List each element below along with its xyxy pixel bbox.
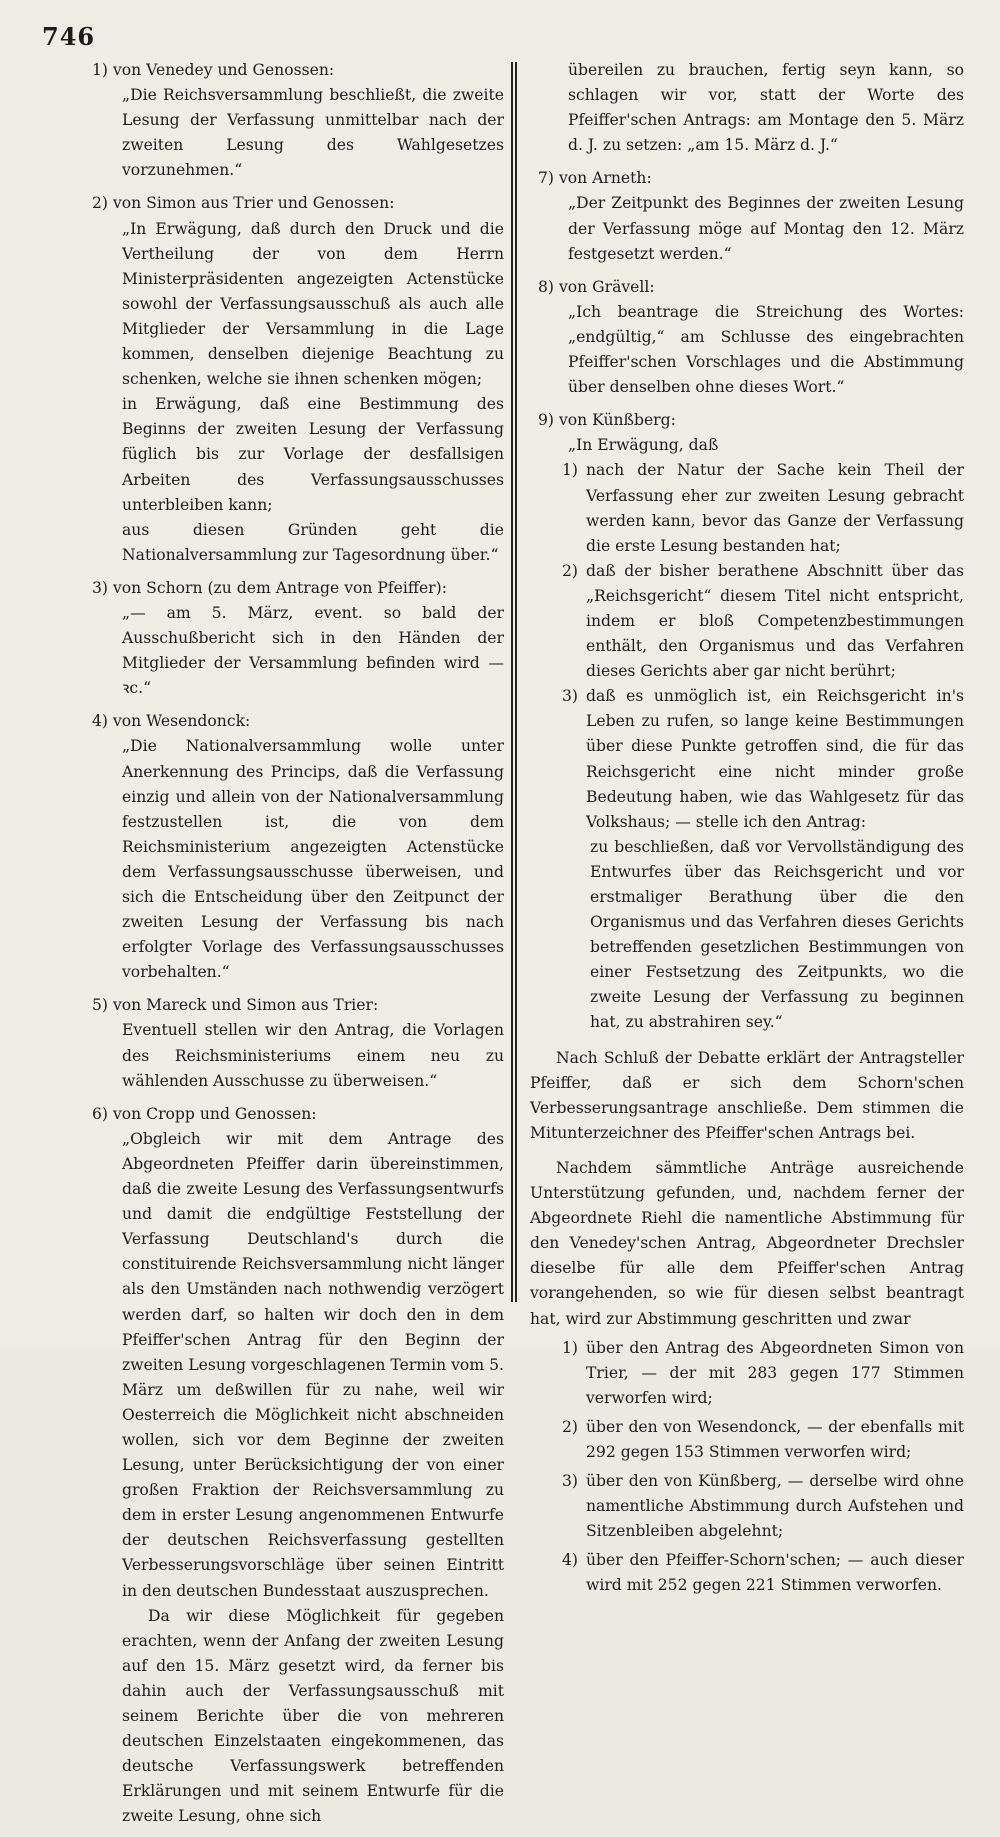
list-item [530, 684, 964, 835]
list-item [530, 458, 964, 558]
motion-heading: 7) von Arneth: [538, 169, 652, 188]
motion-4 [84, 709, 504, 985]
vote-item [530, 1336, 964, 1411]
list-text: über den von Wesendonck, — der ebenfalls mit 292 gegen 153 Stimmen verworfen wird; [586, 1417, 964, 1461]
vote-item [530, 1469, 964, 1544]
motion-heading: 6) von Cropp und Genossen: [92, 1104, 317, 1123]
motion-6 [84, 1102, 504, 1830]
motion-8 [530, 275, 964, 400]
column-divider [511, 62, 513, 1302]
list-text: nach der Natur der Sache kein Theil der Verfassung eher zur zweiten Lesung gebracht werden kann, bevor das Ganze der Verfassung die erste Lesung bestanden hat; [586, 461, 964, 555]
list-item [530, 559, 964, 684]
motion-6-continuation: übereilen zu brauchen, fertig seyn kann, so schlagen wir vor, statt der Worte des Pfeiffer'schen Antrags: am Montage den 5. März d. J. zu setzen: „am 15. März d. J.“ [568, 61, 964, 155]
right-column [530, 58, 964, 1599]
list-number: 4) [561, 1551, 578, 1570]
list-text: über den Antrag des Abgeordneten Simon von Trier, — der mit 283 gegen 177 Stimmen verworfen wird; [586, 1338, 964, 1407]
list-number: 3) [561, 687, 578, 706]
motion-text: aus diesen Gründen geht die Nationalversammlung zur Tagesordnung über.“ [122, 520, 504, 564]
list-text: daß es unmöglich ist, ein Reichsgericht in's Leben zu rufen, so lange keine Bestimmungen über diese Punkte getroffen sind, die für das Reichsgericht eine nicht minder große Bedeutung haben, wie das Wahlgesetz für das Volkshaus; — stelle ich den Antrag: [586, 687, 964, 831]
vote-item [530, 1548, 964, 1598]
page-number: 746 [42, 22, 96, 51]
list-number: 1) [561, 1338, 578, 1357]
list-number: 1) [561, 461, 578, 480]
motion-heading: 5) von Mareck und Simon aus Trier: [92, 996, 379, 1015]
motion-heading: 8) von Grävell: [538, 277, 655, 296]
motion-text: Eventuell stellen wir den Antrag, die Vorlagen des Reichsministeriums einem neu zu wählenden Ausschusse zu überweisen.“ [122, 1021, 504, 1090]
motion-3 [84, 576, 504, 701]
motion-text: „Obgleich wir mit dem Antrage des Abgeordneten Pfeiffer darin übereinstimmen, daß die zweite Lesung des Verfassungsentwurfs und damit die endgültige Feststellung der Verfassung Deutschland's durch die constituirende Reichsversammlung nicht länger als den Umständen nach nothwendig verzögert werden darf, so halten wir doch den in dem Pfeiffer'schen Antrag für den Beginn der zweiten Lesung vorgeschlagenen Termin vom 5. März um deßwillen für zu nahe, weil wir Oesterreich die Möglichkeit nicht abschneiden wollen, sich vor dem Beginne der zweiten Lesung, unter Berücksichtigung der von einer großen Fraktion der Reichsversammlung zu dem in erster Lesung angenommenen Entwurfe der deutschen Reichsverfassung gestellten Verbesserungsvorschläge über seinen Eintritt in den deutschen Bundesstaat auszusprechen. [122, 1129, 504, 1600]
motion-text: „Der Zeitpunkt des Beginnes der zweiten Lesung der Verfassung möge auf Montag den 12. März festgesetzt werden.“ [568, 194, 964, 263]
motion-text: „Ich beantrage die Streichung des Wortes: „endgültig,“ am Schlusse des eingebrachten Pfeiffer'schen Vorschlages und die Abstimmung über denselben ohne dieses Wort.“ [568, 302, 964, 397]
left-column [84, 58, 504, 1837]
motion-text: „In Erwägung, daß [568, 436, 719, 455]
list-number: 2) [561, 1417, 578, 1436]
vote-item [530, 1415, 964, 1465]
motion-heading: 4) von Wesendonck: [92, 712, 251, 731]
motion-7 [530, 166, 964, 266]
list-number: 2) [561, 561, 578, 580]
debate-paragraph: Nach Schluß der Debatte erklärt der Antragsteller Pfeiffer, daß er sich dem Schorn'schen Verbesserungsantrage anschließe. Dem stimmen die Mitunterzeichner des Pfeiffer'schen Antrags bei. [530, 1048, 964, 1142]
motion-heading: 3) von Schorn (zu dem Antrage von Pfeiffer): [92, 578, 447, 597]
motion-1 [84, 58, 504, 183]
motion-heading: 9) von Künßberg: [538, 411, 676, 430]
proposal-text: zu beschließen, daß vor Vervollständigung des Entwurfes über das Reichsgericht und vor erstmaliger Berathung über die den Organismus und das Verfahren dieses Gerichts betreffenden gesetzlichen Bestimmungen von einer Festsetzung des Zeitpunkts, wo die zweite Lesung der Verfassung zu beginnen hat, zu abstrahiren sey.“ [590, 837, 964, 1032]
motion-heading: 2) von Simon aus Trier und Genossen: [92, 194, 395, 213]
motion-5 [84, 993, 504, 1093]
motion-text: in Erwägung, daß eine Bestimmung des Beginns der zweiten Lesung der Verfassung füglich bis zur Vorlage der desfallsigen Arbeiten des Verfassungsausschusses unterbleiben kann; [122, 395, 504, 514]
motion-9 [530, 408, 964, 1035]
motion-text: Da wir diese Möglichkeit für gegeben erachten, wenn der Anfang der zweiten Lesung auf den 15. März gesetzt wird, da ferner bis dahin auch der Verfassungsausschuß mit seinem Berichte über die von mehreren deutschen Einzelstaaten eingekommenen, das deutsche Verfassungswerk betreffenden Erklärungen und mit seinem Entwurfe für die zweite Lesung, ohne sich [122, 1606, 504, 1826]
motion-text: „— am 5. März, event. so bald der Ausschußbericht sich in den Händen der Mitglieder der Versammlung befinden wird — ꝛc.“ [122, 603, 504, 698]
motion-text: „Die Nationalversammlung wolle unter Anerkennung des Princips, daß die Verfassung einzig und allein von der Nationalversammlung festzustellen ist, die von dem Reichsministerium angezeigten Actenstücke dem Verfassungsausschusse überweisen, und sich die Entscheidung über den Zeitpunct der zweiten Lesung der Verfassung bis nach erfolgter Vorlage des Verfassungsausschusses vorbehalten.“ [122, 737, 504, 982]
motion-text: „Die Reichsversammlung beschließt, die zweite Lesung der Verfassung unmittelbar nach der zweiten Lesung des Wahlgesetzes vorzunehmen.“ [122, 86, 504, 180]
vote-intro-paragraph: Nachdem sämmtliche Anträge ausreichende Unterstützung gefunden, und, nachdem ferner der Abgeordnete Riehl die namentliche Abstimmung für den Venedey'schen Antrag, Abgeordneter Drechsler dieselbe für alle dem Pfeiffer'schen Antrag vorangehenden, so wie für diesen selbst beantragt hat, wird zur Abstimmung geschritten und zwar [530, 1158, 964, 1328]
list-text: über den von Künßberg, — derselbe wird ohne namentliche Abstimmung durch Aufstehen und Sitzenbleiben abgelehnt; [586, 1472, 964, 1541]
list-number: 3) [561, 1472, 578, 1491]
list-text: über den Pfeiffer-Schorn'schen; — auch dieser wird mit 252 gegen 221 Stimmen verworfen. [586, 1551, 964, 1595]
motion-heading: 1) von Venedey und Genossen: [92, 61, 335, 79]
list-text: daß der bisher berathene Abschnitt über das „Reichsgericht“ diesem Titel nicht entspricht, indem er bloß Competenzbestimmungen enthält, den Organismus und das Verfahren dieses Gerichts aber gar nicht berührt; [586, 561, 964, 681]
motion-2 [84, 191, 504, 567]
motion-text: „In Erwägung, daß durch den Druck und die Vertheilung der von dem Herrn Ministerpräsidenten angezeigten Actenstücke sowohl der Verfassungsausschuß als auch alle Mitglieder der Versammlung in die Lage kommen, denselben diejenige Beachtung zu schenken, welche sie ihnen schenken mögen; [122, 219, 504, 389]
